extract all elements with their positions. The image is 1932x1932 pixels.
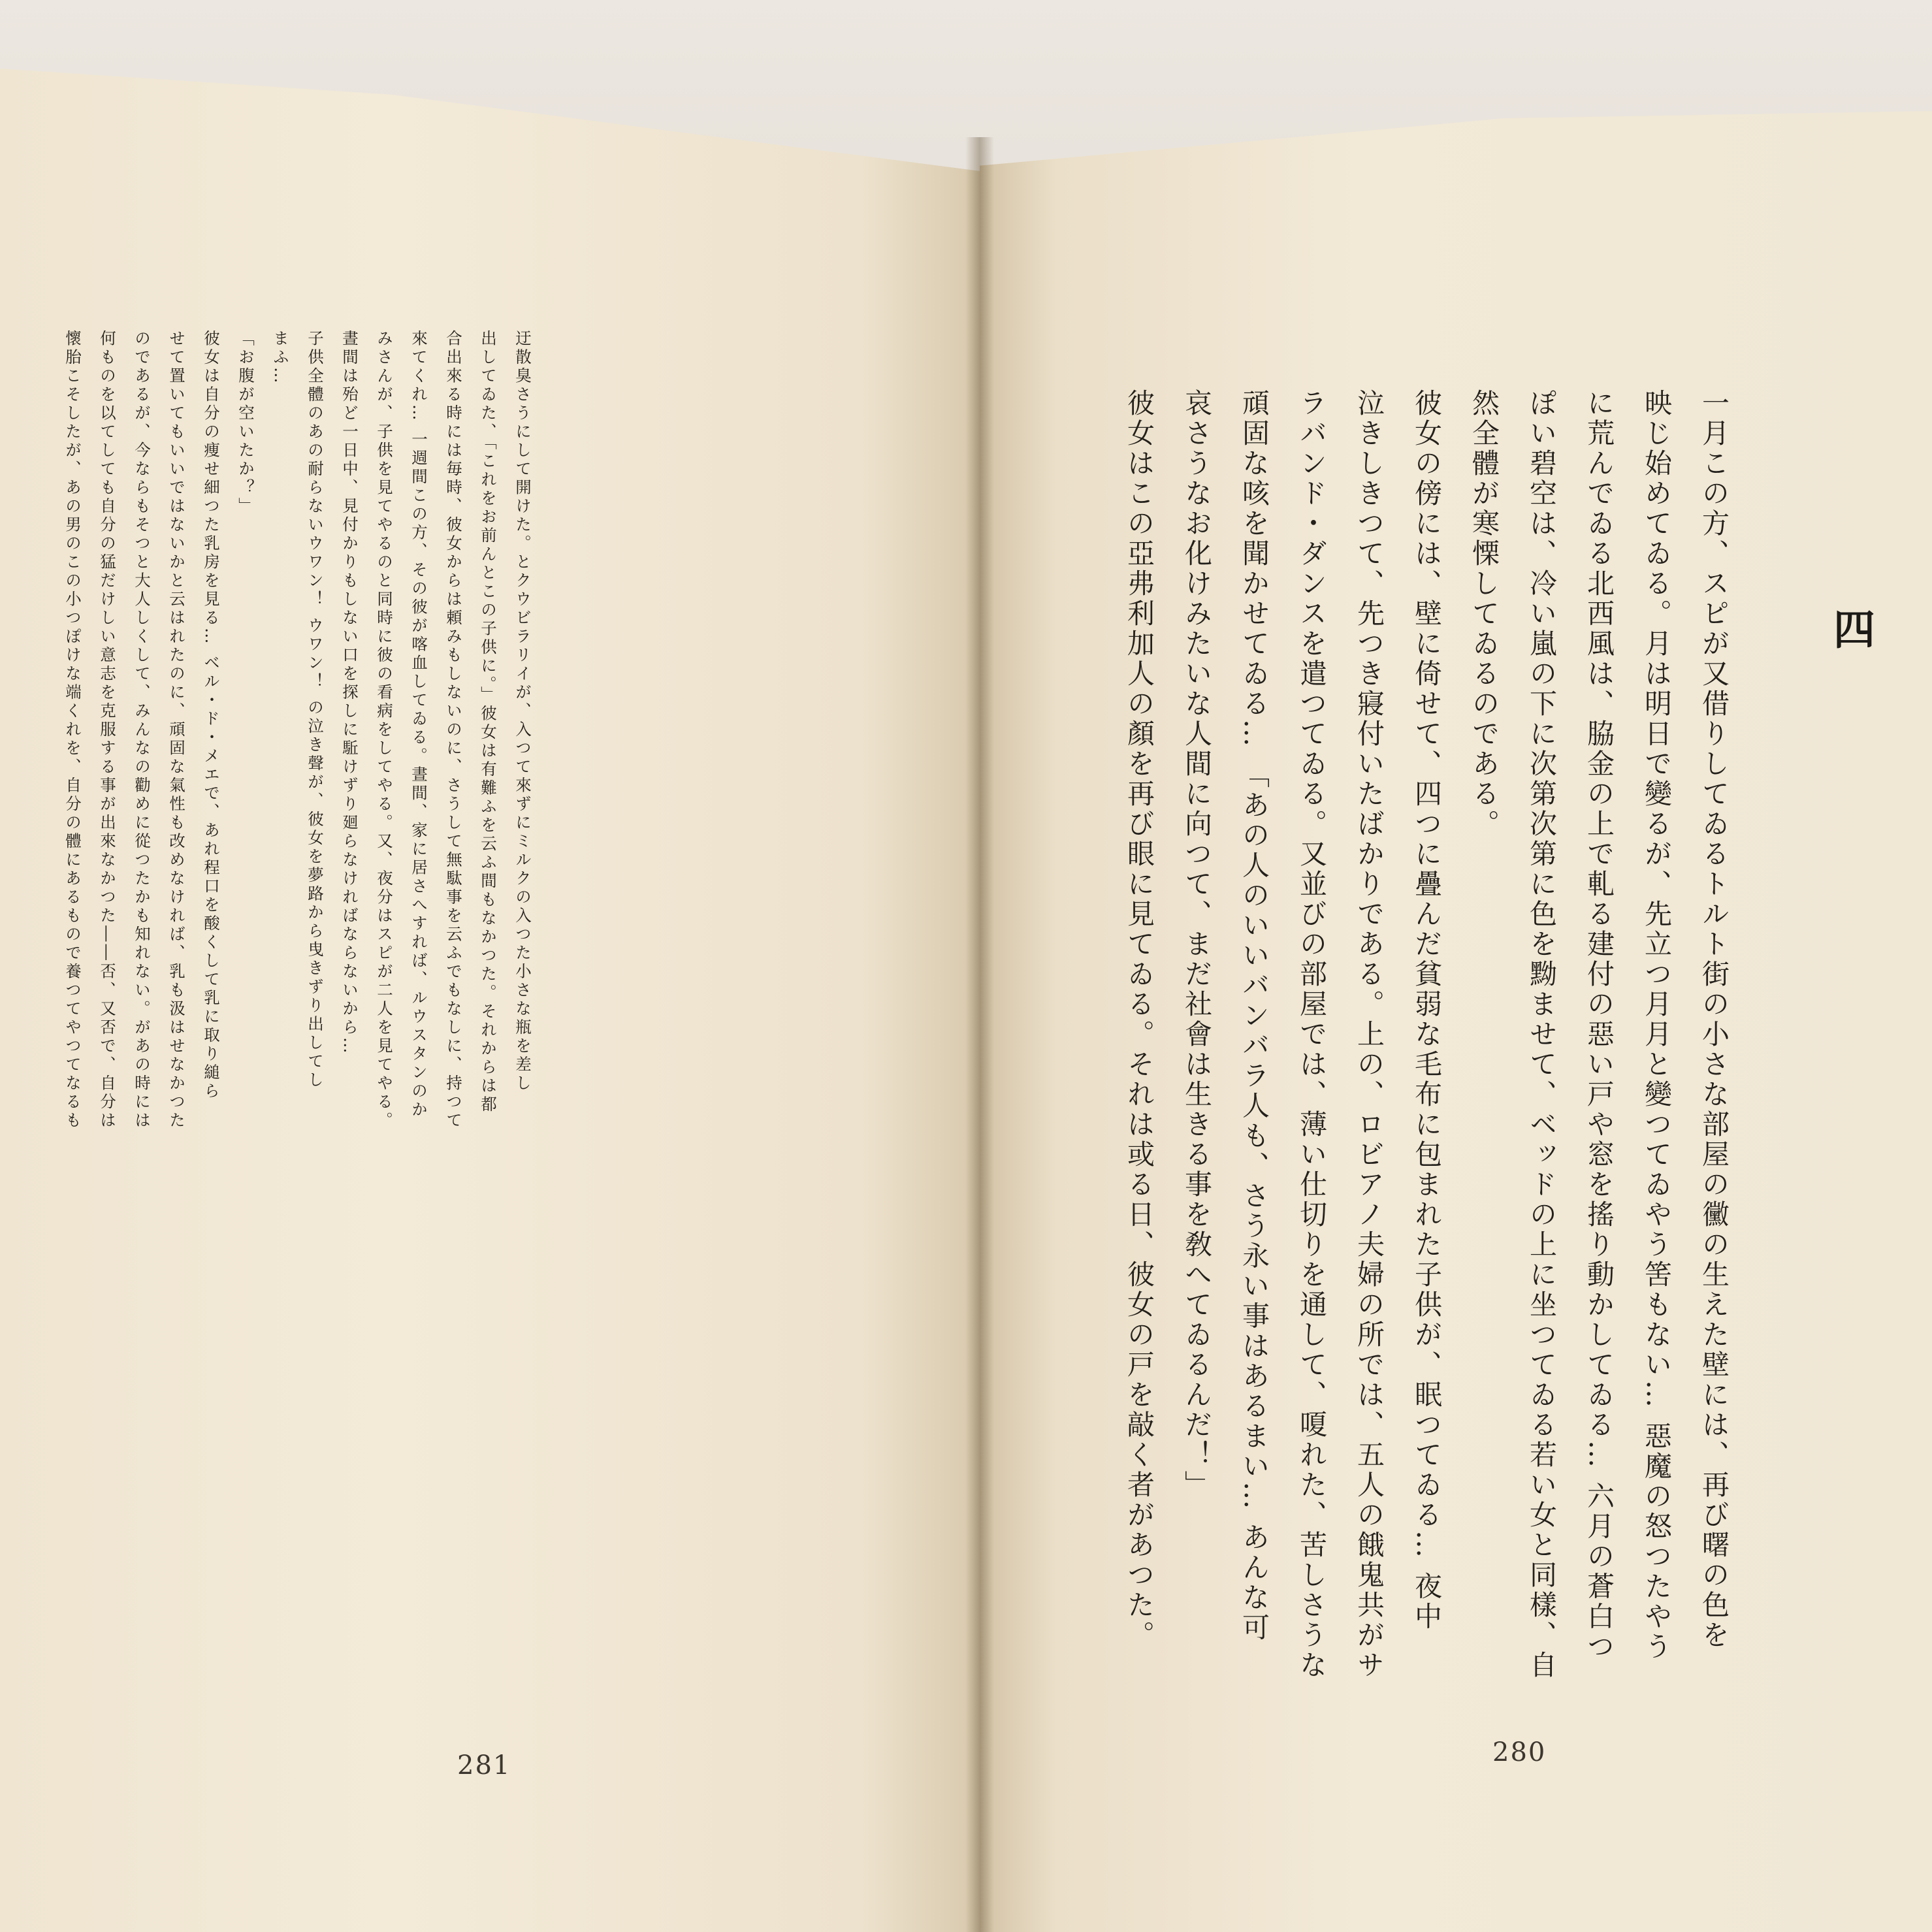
book-gutter	[965, 137, 994, 1932]
text-line: ぽい碧空は、冷い嵐の下に次第次第に色を黝ませて、ベッドの上に坐つてゐる若い女と同樣、自	[1526, 389, 1558, 1681]
text-line: のであるが、今ならもそつと大人しくして、みんなの勸めに從つたかも知れない。があの時には	[133, 330, 152, 1131]
text-line: 然全體が寒慄してゐるのである。	[1468, 389, 1500, 839]
text-line: 出してゐた、「これをお前んとこの子供に。」彼女は有難ふを云ふ間もなかつた。それからは都	[479, 330, 498, 1114]
text-line: 彼女はこの亞弗利加人の顏を再び眼に見てゐる。それは或る日、彼女の戸を敲く者があつた。	[1123, 389, 1155, 1650]
text-line: 哀さうなお化けみたいな人間に向つて、まだ社會は生きる事を敎へてゐるんだ！」	[1181, 389, 1213, 1500]
text-lines	[1110, 389, 1743, 1681]
text-line: ラバンド・ダンスを遣つてゐる。又並びの部屋では、薄い仕切りを通して、嗄れた、苦しさうな	[1296, 389, 1328, 1681]
text-line: 一月この方、スピが又借りしてゐるトルト街の小さな部屋の黴の生えた壁には、再び曙の色を	[1698, 389, 1730, 1650]
page-number-left: 281	[457, 1750, 511, 1780]
text-line: 懷胎こそしたが、あの男のこの小つぽけな端くれを、自分の體にあるもので養つてやつてなるも	[63, 330, 82, 1131]
text-line: 迂散臭さうにして開けた。とクウビラリイが、入つて來ずにミルクの入つた小さな瓶を差し	[513, 330, 532, 1093]
text-line: 映じ始めてゐる。月は明日で變るが、先立つ月月と變つてゐやう筈もない… 惡魔の怒つたやう	[1641, 389, 1673, 1662]
text-line: 彼女は自分の痩せ細つた乳房を見る… ベル・ド・メエで、あれ程口を酸くして乳に取り縋ら	[202, 330, 221, 1101]
text-line: みさんが、子供を見てやるのと同時に彼の看病をしてやる。又、夜分はスピが二人を見てやる。	[375, 330, 394, 1131]
right-page-text	[1110, 389, 1783, 1715]
chapter-heading: 四	[1826, 607, 1875, 649]
text-line: 「お腹が空いたか？」	[236, 330, 255, 516]
text-line: 何ものを以てしても自分の猛だけしい意志を克服する事が出來なかつた――否、又否で、自分は	[98, 330, 117, 1131]
text-line: 合出來る時には毎時、彼女からは頼みもしないのに、さうして無駄事を云ふでもなしに、持つて	[444, 330, 463, 1131]
page-number-right: 280	[1492, 1737, 1547, 1767]
left-page-text	[56, 330, 545, 1754]
text-line: まふ…	[271, 330, 290, 386]
text-line: に荒んでゐる北西風は、脇金の上で軋る建付の惡い戸や窓を搖り動かしてゐる… 六月の蒼白つ	[1583, 389, 1615, 1662]
text-line: 晝間は殆ど一日中、見付かりもしない口を探しに駈けずり廻らなければならないから…	[340, 330, 359, 1056]
text-line: 頑固な咳を聞かせてゐる… 「あの人のいいバンバラ人も、さう永い事はあるまい… あんな可	[1238, 389, 1270, 1643]
text-line: 子供全體のあの耐らないウワン！ ウワン！ の泣き聲が、彼女を夢路から曳きずり出してし	[306, 330, 325, 1090]
text-line: 彼女の傍には、壁に倚せて、四つに疊んだ貧弱な毛布に包まれた子供が、眠つてゐる… 夜中	[1411, 389, 1443, 1632]
text-lines	[56, 330, 540, 1131]
text-line: 泣きしきつて、先つき寢付いたばかりである。上の、ロビアノ夫婦の所では、五人の餓鬼共がサ	[1353, 389, 1385, 1681]
text-line: せて置いてもいいではないかと云はれたのに、頑固な氣性も改めなければ、乳も汲はせなかつた	[167, 330, 186, 1131]
text-line: 來てくれ… 一週間この方、その彼が喀血してゐる。晝間、家に居さへすれば、ルウスタンのか	[410, 330, 428, 1119]
